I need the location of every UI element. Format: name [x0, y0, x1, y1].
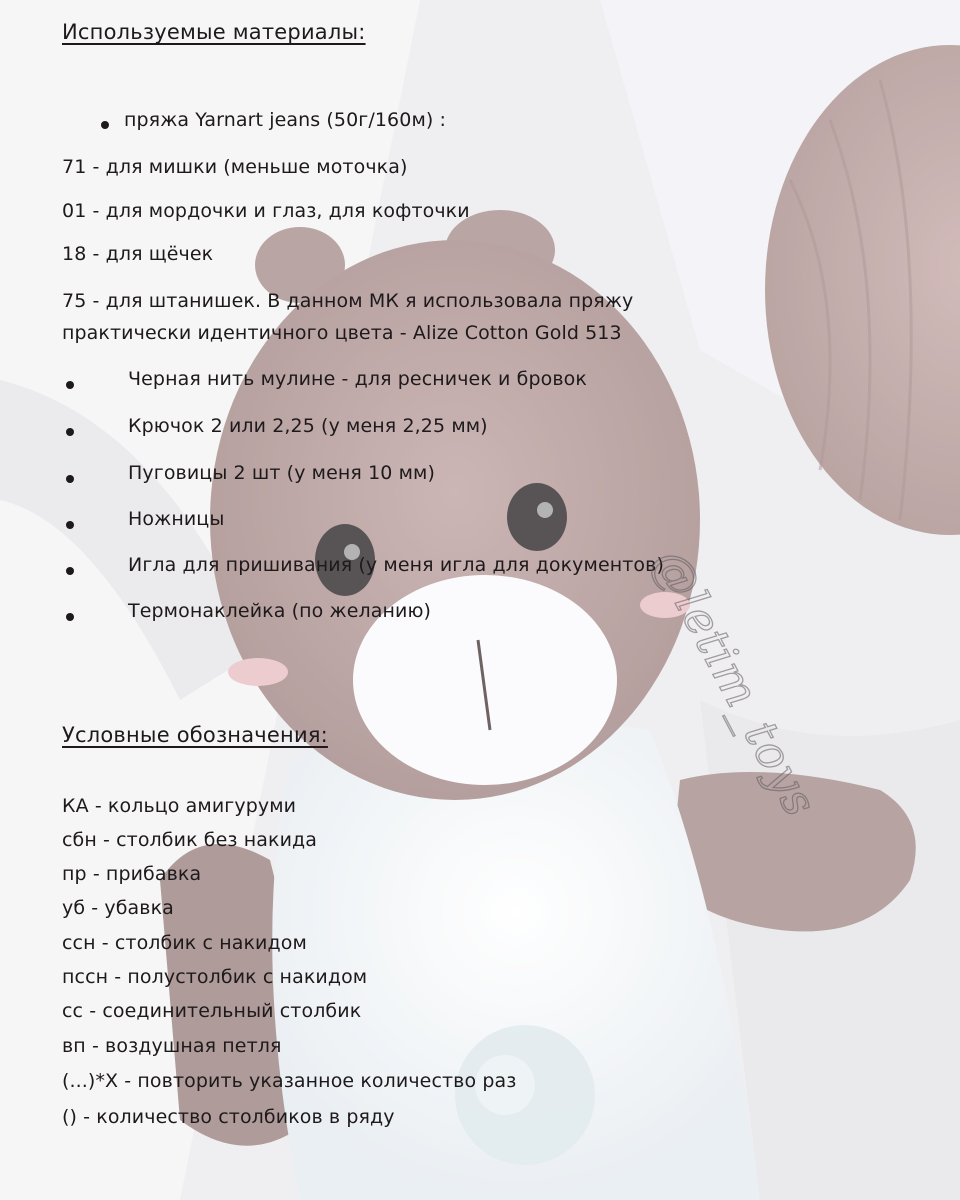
bullet-icon: [66, 475, 74, 483]
abbreviation-item: пссн - полустолбик с накидом: [62, 966, 368, 988]
yarn-item: пряжа Yarnart jeans (50г/160м) :: [124, 109, 447, 131]
material-item: Пуговицы 2 шт (у меня 10 мм): [128, 462, 435, 484]
materials-heading: Используемые материалы:: [62, 20, 366, 44]
material-item: Термонаклейка (по желанию): [128, 600, 432, 622]
bullet-icon: [66, 613, 74, 621]
abbreviation-item: вп - воздушная петля: [62, 1035, 282, 1057]
abbreviation-item: (...)*Х - повторить указанное количество раз: [62, 1070, 517, 1092]
abbreviation-item: сс - соединительный столбик: [62, 1000, 362, 1022]
yarn-color-line: 01 - для мордочки и глаз, для кофточки: [62, 200, 470, 222]
abbreviation-item: уб - убавка: [62, 897, 174, 919]
material-item: Ножницы: [128, 508, 225, 530]
abbreviation-item: пр - прибавка: [62, 863, 202, 885]
yarn-color-line: 18 - для щёчек: [62, 243, 214, 265]
yarn-color-line: практически идентичного цвета - Alize Cotton Gold 513: [62, 322, 622, 344]
yarn-color-line: 75 - для штанишек. В данном МК я использовала пряжу: [62, 290, 634, 312]
watermark: @letim_toys: [642, 540, 829, 826]
material-item: Крючок 2 или 2,25 (у меня 2,25 мм): [128, 415, 488, 437]
material-item: Игла для пришивания (у меня игла для документов): [128, 554, 664, 576]
abbreviation-item: () - количество столбиков в ряду: [62, 1106, 395, 1128]
bullet-icon: [66, 521, 74, 529]
material-item: Черная нить мулине - для ресничек и бровок: [128, 368, 587, 390]
legend-heading: Условные обозначения:: [62, 723, 328, 747]
bullet-icon: [101, 121, 109, 129]
abbreviation-item: сбн - столбик без накида: [62, 829, 318, 851]
bullet-icon: [66, 567, 74, 575]
yarn-color-line: 71 - для мишки (меньше моточка): [62, 156, 408, 178]
bullet-icon: [66, 381, 74, 389]
abbreviation-item: ссн - столбик с накидом: [62, 932, 307, 954]
abbreviation-item: КА - кольцо амигуруми: [62, 795, 297, 817]
bullet-icon: [66, 428, 74, 436]
